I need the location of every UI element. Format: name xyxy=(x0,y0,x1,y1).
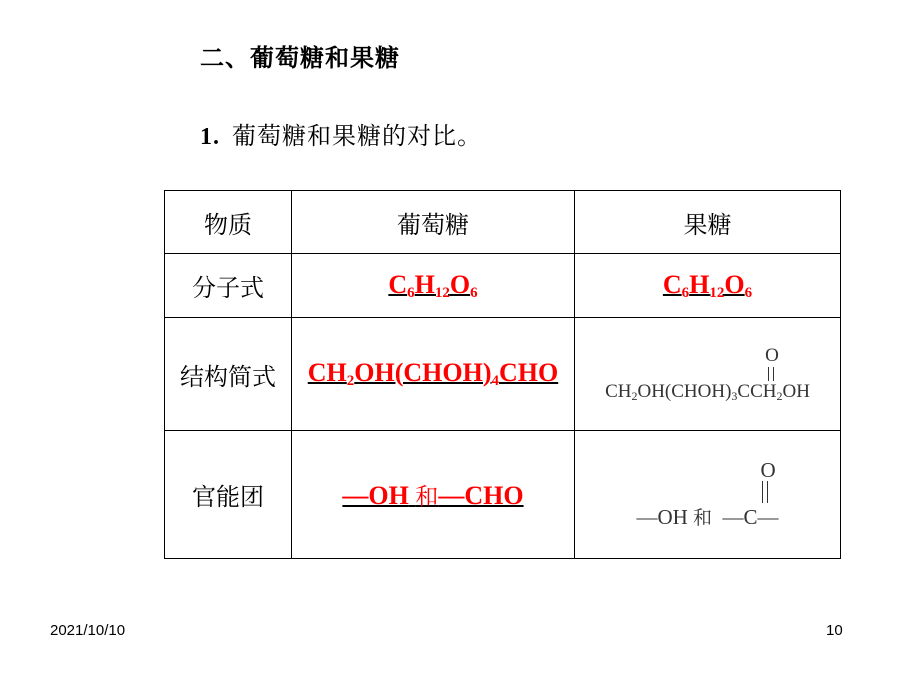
comparison-table xyxy=(164,190,841,559)
header-fructose: 果糖 xyxy=(575,191,841,254)
table-row xyxy=(165,254,841,318)
subheading xyxy=(200,116,482,151)
page-number: 10 xyxy=(826,622,843,639)
table-row xyxy=(165,431,841,559)
section-heading: 二、葡萄糖和果糖 xyxy=(200,44,400,72)
row-label-structural-formula: 结构简式 xyxy=(165,318,292,431)
glucose-molecular-formula: $C_6H_{12}O_6$ xyxy=(292,254,575,318)
fructose-structural-formula: O $CH_2OH(CHOH)_3CCH_2OH$ xyxy=(575,318,841,431)
table-header-row xyxy=(165,191,841,254)
header-substance: 物质 xyxy=(165,191,292,254)
fructose-functional-group: O —OH 和 —C— xyxy=(575,431,841,559)
footer-date: 2021/10/10 xyxy=(50,622,126,639)
glucose-structural-formula: $CH_2OH(CHOH)_4CHO$ xyxy=(292,318,575,431)
subheading-text: 葡萄糖和果糖的对比。 xyxy=(232,122,482,150)
row-label-functional-group: 官能团 xyxy=(165,431,292,559)
subheading-number: 1. xyxy=(200,124,220,150)
glucose-functional-group: —OH 和—CHO xyxy=(292,431,575,559)
table-row xyxy=(165,318,841,431)
row-label-molecular-formula: 分子式 xyxy=(165,254,292,318)
header-glucose: 葡萄糖 xyxy=(292,191,575,254)
fructose-molecular-formula: $C_6H_{12}O_6$ xyxy=(575,254,841,318)
